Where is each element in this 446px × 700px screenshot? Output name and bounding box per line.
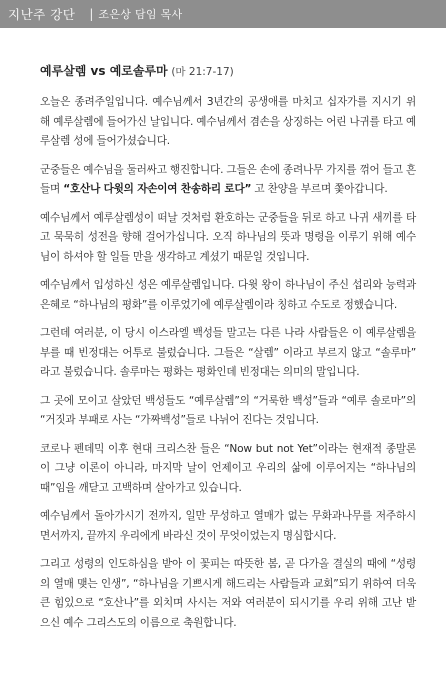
paragraph-text: 군중들은 예수님을 둘러싸고 행진합니다. 그들은 손에 종려나무 가지를 꺾어 들고 흔들며 [40, 163, 416, 195]
sermon-title [40, 60, 416, 83]
sermon-paragraph [40, 93, 416, 152]
paragraph-text: 예수님께서 돌아가시기 전까지, 일만 무성하고 열매가 없는 무화과나무를 저주하시면서까지, 끝까지 우리에게 바라신 것이 무엇이었는지 명심합시다. [40, 510, 416, 542]
section-title: 지난주 강단 [8, 7, 76, 22]
sermon-paragraph [40, 507, 416, 546]
paragraph-text: 고 찬양을 부르며 쫓아갑니다. [251, 183, 388, 195]
sermon-body [40, 93, 416, 633]
emphasized-text: “호산나 다윗의 자손이여 찬송하리 로다” [63, 183, 252, 195]
scripture-reference: (마 21:7-17) [171, 66, 234, 78]
sermon-article [40, 60, 416, 642]
paragraph-text: 그리고 성령의 인도하심을 받아 이 꽃피는 따뜻한 봄, 곧 다가올 결실의 때에 “성령의 열매 맺는 인생”, “하나님을 기쁘시게 해드리는 사람들과 교회”되기 위하여 더욱 큰 힘있으로 “호산나”를 외치며 사시는 저와 여러분이 되시기를 우리 위해 고난 받으신 예수 그리스도의 이름으로 축원합니다. [40, 558, 416, 629]
paragraph-text: 예수님께서 예루살렘성이 떠날 것처럼 환호하는 군중들을 뒤로 하고 나귀 새끼를 타고 묵묵히 성전을 향해 걸어가십니다. 오직 하나님의 뜻과 명령을 이루기 위해 예수님이 하셔야 할 일들 만을 생각하고 계셨기 때문일 것입니다. [40, 211, 416, 263]
paragraph-text: 그 곳에 모이고 살았던 백성들도 “예루살렘”의 “거룩한 백성”들과 “예루 솔로마”의 “거짓과 부패로 사는 “가짜백성”들로 나뉘어 진다는 것입니다. [40, 394, 416, 426]
sermon-paragraph [40, 161, 416, 200]
sermon-title-text: 예루살렘 vs 예로솔루마 [40, 64, 168, 78]
sermon-paragraph [40, 209, 416, 268]
sermon-paragraph [40, 392, 416, 431]
paragraph-text: 그런데 여러분, 이 당시 이스라엘 백성들 말고는 다른 나라 사람들은 이 예루살렘을 부를 때 빈정대는 어투로 불렀습니다. 그들은 “살렘” 이라고 부르지 않고 “솔루마” 라고 불렀습니다. 솔루마는 평화는 평화인데 빈정대는 의미의 말입니다. [40, 327, 416, 378]
sermon-paragraph [40, 276, 416, 315]
sermon-paragraph [40, 324, 416, 383]
author-name: 조은상 담임 목사 [98, 8, 183, 21]
sermon-paragraph [40, 440, 416, 499]
paragraph-text: 예수님께서 입성하신 성은 예루살렘입니다. 다윗 왕이 하나님이 주신 섭리와 능력과 은혜로 “하나님의 평화”를 이루었기에 예루살렘이라 칭하고 수도로 정했습니다. [40, 279, 416, 311]
sermon-paragraph [40, 555, 416, 633]
header-separator: | [89, 7, 94, 21]
paragraph-text: 오늘은 종려주일입니다. 예수님께서 3년간의 공생애를 마치고 십자가를 지시기 위해 예루살렘에 들어가신 날입니다. 예수님께서 겸손을 상징하는 어린 나귀를 타고 예루살렘 성에 들어가셨습니다. [40, 96, 416, 147]
paragraph-text: 코로나 펜데믹 이후 현대 크리스찬 들은 “Now but not Yet”이라는 현재적 종말론이 그냥 이론이 아니라, 마지막 날이 언제이고 우리의 삶에 이루어지는 “하나님의 때”임을 깨닫고 고백하며 살아가고 있습니다. [40, 442, 416, 494]
header-bar [0, 0, 446, 28]
